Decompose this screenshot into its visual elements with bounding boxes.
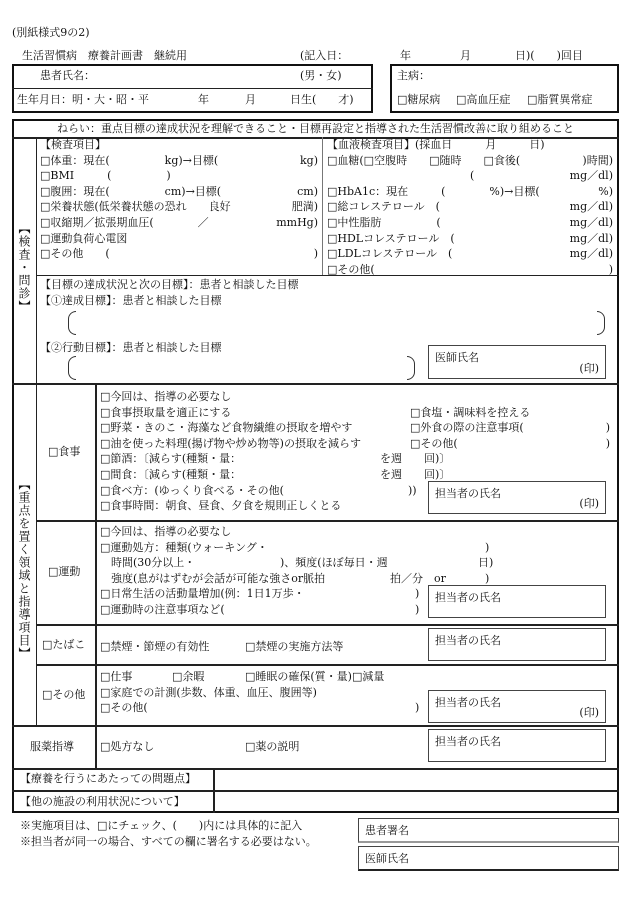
form-line xyxy=(327,168,613,184)
form-text: ) xyxy=(605,436,610,450)
checkbox-dyslipidemia[interactable]: □脂質異常症 xyxy=(527,93,593,106)
form-line xyxy=(40,137,318,153)
checkbox-item[interactable]: □日常生活の活動量増加(例：1日1万歩・ xyxy=(100,587,305,601)
form-text: %) xyxy=(598,184,613,198)
divider xyxy=(95,383,97,768)
checkbox-item[interactable]: □油を使った料理(揚げ物や炒め物等)の摂取を減らす xyxy=(100,436,361,450)
checkbox-item[interactable]: □運動時の注意事項など( xyxy=(100,602,225,616)
divider xyxy=(12,725,619,727)
form-line xyxy=(100,405,610,421)
form-text: mg／dl) xyxy=(569,169,613,183)
checkbox-item[interactable]: □家庭での計測(歩数、体重、血圧、腹囲等) xyxy=(100,685,317,699)
note-line: ※実施項目は、□にチェック、( )内には具体的に記入 xyxy=(20,819,303,832)
checkbox-item[interactable]: □食べ方：(ゆっくり食べる・その他( xyxy=(100,483,284,497)
form-text: mg／dl) xyxy=(569,200,613,214)
checkbox-item[interactable]: □睡眠の確保(質・量)□減量 xyxy=(245,670,385,683)
form-text: ( xyxy=(327,169,475,183)
medication-guidance-label: 服薬指導 xyxy=(30,740,74,753)
form-text: ) xyxy=(605,421,610,435)
form-line xyxy=(100,669,610,685)
form-text: を週 回)〕 xyxy=(380,467,451,481)
staff-name-label: 担当者の氏名 xyxy=(435,487,501,500)
form-text: )) xyxy=(408,483,417,497)
form-line xyxy=(40,246,318,262)
form-text: 時間(30分以上・ xyxy=(100,556,196,570)
seal-label: (印) xyxy=(579,706,599,719)
form-line xyxy=(100,389,610,405)
checkbox-item[interactable]: □食塩・調味料を控える xyxy=(410,405,531,419)
goals-heading: 【目標の達成状況と次の目標】：患者と相談した目標 xyxy=(40,278,299,291)
form-number: (別紙様式9の2) xyxy=(12,26,90,39)
birth-era-label: 生年月日：明・大・昭・平 xyxy=(17,93,149,106)
form-text: ) xyxy=(485,540,490,554)
checkbox-tobacco[interactable]: □たばこ xyxy=(42,638,86,651)
facilities-label: 【他の施設の利用状況について】 xyxy=(20,795,185,808)
checkbox-item[interactable]: □中性脂肪 ( xyxy=(327,215,441,229)
checkbox-item[interactable]: □その他( xyxy=(410,436,458,450)
form-text: 拍／分 or xyxy=(390,571,446,585)
form-line xyxy=(327,231,613,247)
facilities-field[interactable] xyxy=(216,793,616,811)
patient-name-label: 患者氏名： xyxy=(40,69,95,82)
checkbox-exercise[interactable]: □運動 xyxy=(48,565,81,578)
doctor-signature-label: 医師氏名 xyxy=(365,852,409,865)
other-staff-signature-box[interactable] xyxy=(428,690,606,723)
divider xyxy=(36,383,37,725)
form-text: 【血液検査項目】(採血日 月 日) xyxy=(327,138,545,151)
birth-month-label: 月 xyxy=(245,93,256,106)
form-text: )、頻度(ほぼ毎日・週 xyxy=(280,556,388,570)
doctor-signature-footer-box[interactable] xyxy=(358,846,619,871)
checkbox-item[interactable]: □今回は、指導の必要なし xyxy=(100,525,232,538)
divider xyxy=(36,137,37,383)
form-line xyxy=(327,246,613,262)
page-title: 生活習慣病 療養計画書 継続用 xyxy=(22,49,187,62)
form-text: cm) xyxy=(297,184,318,198)
checkbox-item[interactable]: □その他 ( xyxy=(40,247,110,261)
checkbox-no-prescription[interactable]: □処方なし xyxy=(100,740,155,753)
checkbox-item[interactable]: □血糖(□空腹時 □随時 □食後( xyxy=(327,153,521,167)
form-text: mmHg) xyxy=(276,215,318,229)
staff-name-label: 担当者の氏名 xyxy=(435,591,501,604)
staff-name-label: 担当者の氏名 xyxy=(435,696,501,709)
form-line xyxy=(40,231,318,247)
form-line xyxy=(100,451,610,467)
exam-items-list xyxy=(40,137,318,262)
form-line xyxy=(40,199,318,215)
divider xyxy=(36,275,619,276)
checkbox-item[interactable]: □LDLコレステロール ( xyxy=(327,247,453,261)
form-text: ) xyxy=(313,247,318,261)
issues-field[interactable] xyxy=(216,770,616,789)
form-text: を週 回)〕 xyxy=(380,452,451,466)
seal-label: (印) xyxy=(579,362,599,375)
form-line xyxy=(327,153,613,169)
birth-day-age-label: 日生( 才) xyxy=(290,93,354,106)
note-line: ※担当者が同一の場合、すべての欄に署名する必要はない。 xyxy=(20,835,317,848)
form-line xyxy=(327,199,613,215)
form-text: 日) xyxy=(478,556,494,570)
form-text: mg／dl) xyxy=(569,247,613,261)
exam-section-label: 【検査・問診】 xyxy=(17,222,31,313)
checkbox-item[interactable]: □腹囲：現在( cm)→目標( xyxy=(40,184,222,198)
checkbox-item[interactable]: □収縮期／拡張期血圧( ／ xyxy=(40,215,209,229)
divider xyxy=(322,137,323,275)
guidance-section-label: 【重点を置く領域と指導項目】 xyxy=(17,478,31,660)
checkbox-smoking-cessation-effect[interactable]: □禁煙・節煙の有効性 xyxy=(100,640,210,653)
form-text: ) xyxy=(485,571,490,585)
form-line xyxy=(40,168,318,184)
entry-year-label: 年 xyxy=(400,49,411,62)
checkbox-item[interactable]: □HDLコレステロール ( xyxy=(327,231,455,245)
form-line xyxy=(327,184,613,200)
checkbox-item[interactable]: □総コレステロール ( xyxy=(327,200,440,214)
form-line xyxy=(100,420,610,436)
seal-label: (印) xyxy=(579,497,599,510)
checkbox-item[interactable]: □仕事 xyxy=(100,670,133,683)
checkbox-item[interactable]: □食事摂取量を適正にする xyxy=(100,405,232,419)
patient-signature-label: 患者署名 xyxy=(365,824,409,837)
checkbox-smoking-cessation-method[interactable]: □禁煙の実施方法等 xyxy=(245,640,344,653)
form-text: ) xyxy=(415,587,420,601)
checkbox-other[interactable]: □その他 xyxy=(42,688,86,701)
checkbox-item[interactable]: □運動処方：種類(ウォーキング・ xyxy=(100,540,268,554)
divider xyxy=(12,790,619,792)
form-line xyxy=(40,184,318,200)
divider xyxy=(36,664,619,666)
form-text: ) xyxy=(608,262,613,276)
checkbox-hypertension[interactable]: □高血圧症 xyxy=(456,93,511,106)
checkbox-item[interactable]: □節酒：〔減らす(種類・量： xyxy=(100,452,242,466)
form-text: ) xyxy=(415,602,420,616)
form-text: )時間) xyxy=(582,153,613,167)
achievement-goal-label: 【①達成目標】：患者と相談した目標 xyxy=(40,294,222,307)
entry-day-count-label: 日)( )回目 xyxy=(515,49,583,62)
checkbox-item[interactable]: □HbA1c：現在 ( %)→目標( xyxy=(327,184,540,198)
divider xyxy=(12,88,373,89)
diet-staff-signature-box[interactable] xyxy=(428,481,606,514)
checkbox-item[interactable]: □野菜・きのこ・海藻など食物繊維の摂取を増やす xyxy=(100,421,353,435)
form-line xyxy=(100,540,610,556)
checkbox-item[interactable]: □今回は、指導の必要なし xyxy=(100,390,232,403)
divider xyxy=(36,624,619,626)
form-line xyxy=(327,137,613,153)
tobacco-staff-signature-box[interactable] xyxy=(428,628,606,661)
form-text: 肥満) xyxy=(291,200,318,214)
exercise-staff-signature-box[interactable] xyxy=(428,585,606,618)
medication-staff-signature-box[interactable] xyxy=(428,729,606,762)
checkbox-item[interactable]: □BMI ( ) xyxy=(40,169,171,183)
form-line xyxy=(100,436,610,452)
action-goal-field-bracket-left[interactable] xyxy=(68,356,76,380)
form-line xyxy=(327,215,613,231)
staff-name-label: 担当者の氏名 xyxy=(435,634,501,647)
checkbox-item[interactable]: □余暇 xyxy=(172,670,205,683)
doctor-name-label: 医師氏名 xyxy=(435,351,479,364)
form-text: 強度(息がはずむが会話が可能な強さor脈拍 xyxy=(100,571,326,585)
sex-field[interactable]: (男・女) xyxy=(300,69,342,82)
checkbox-diabetes[interactable]: □糖尿病 xyxy=(397,93,441,106)
entry-date-label: (記入日： xyxy=(300,49,349,62)
action-goal-label: 【②行動目標】：患者と相談した目標 xyxy=(40,341,222,354)
checkbox-item[interactable]: □間食：〔減らす(種類・量： xyxy=(100,467,242,481)
divider xyxy=(12,383,619,385)
form-text: ) xyxy=(415,701,420,715)
checkbox-item[interactable]: □栄養状態(低栄養状態の恐れ 良好 xyxy=(40,200,231,214)
checkbox-item[interactable]: □その他( xyxy=(327,262,375,276)
checkbox-item[interactable]: □運動負荷心電図 xyxy=(40,231,128,245)
entry-month-label: 月 xyxy=(460,49,471,62)
form-text: kg) xyxy=(300,153,318,167)
checkbox-item[interactable]: □体重：現在( kg)→目標( xyxy=(40,153,219,167)
issues-label: 【療養を行うにあたっての問題点】 xyxy=(20,772,196,785)
staff-name-label: 担当者の氏名 xyxy=(435,735,501,748)
form-text: mg／dl) xyxy=(569,231,613,245)
form-text: 【検査項目】 xyxy=(40,138,106,151)
main-disease-label: 主病： xyxy=(397,69,430,82)
birth-year-label: 年 xyxy=(198,93,209,106)
form-line xyxy=(100,524,610,540)
aim-text: ねらい：重点目標の達成状況を理解できること・目標再設定と指導された生活習慣改善に取り組めること xyxy=(57,122,574,135)
doctor-signature-box[interactable] xyxy=(428,345,606,379)
form-text: mg／dl) xyxy=(569,215,613,229)
checkbox-medicine-explanation[interactable]: □薬の説明 xyxy=(245,740,300,753)
checkbox-item[interactable]: □外食の際の注意事項( xyxy=(410,421,524,435)
divider xyxy=(36,520,619,522)
blood-test-items-list xyxy=(327,137,613,277)
patient-signature-box[interactable] xyxy=(358,818,619,843)
form-line xyxy=(100,555,610,571)
checkbox-diet[interactable]: □食事 xyxy=(48,445,81,458)
form-line xyxy=(40,153,318,169)
achievement-goal-field-bracket-left[interactable] xyxy=(68,311,76,335)
checkbox-item[interactable]: □食事時間：朝食、昼食、夕食を規則正しくとる xyxy=(100,499,342,513)
form-line xyxy=(40,215,318,231)
checkbox-item[interactable]: □その他( xyxy=(100,701,148,715)
